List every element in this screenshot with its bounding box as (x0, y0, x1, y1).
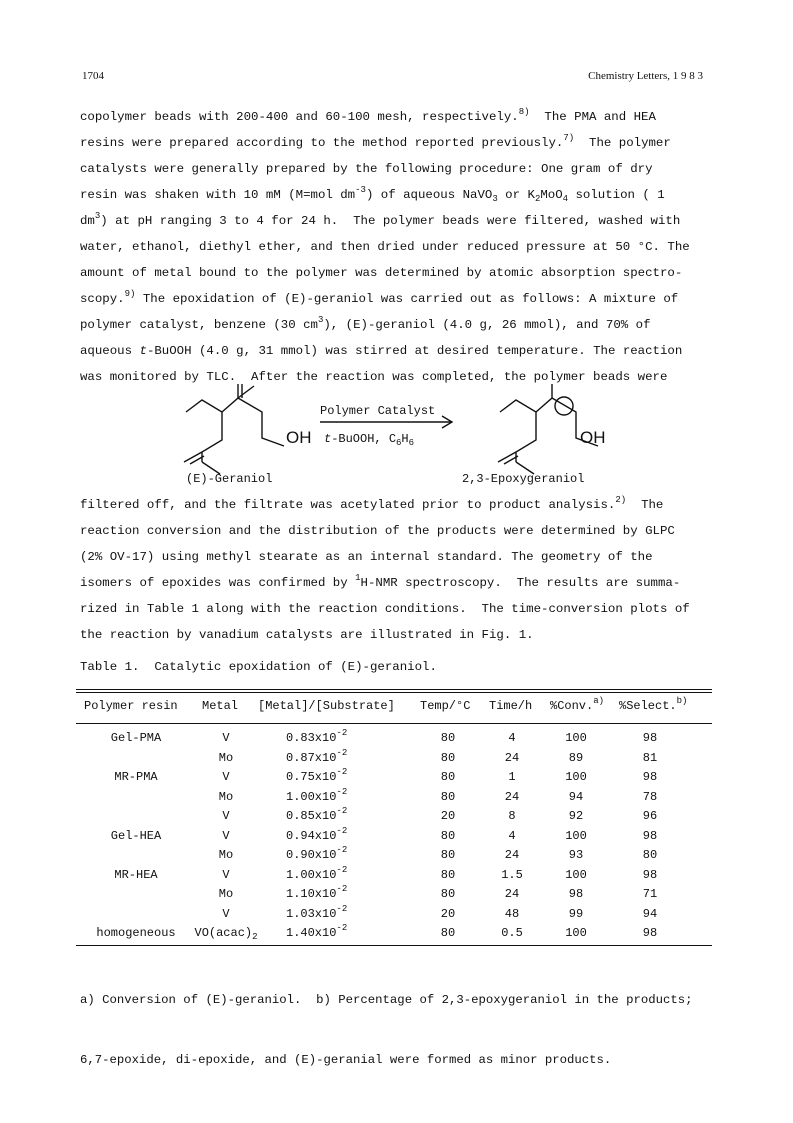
cell-time: 1 (508, 770, 516, 784)
cell-select: 98 (642, 867, 658, 882)
column-header: [Metal]/[Substrate] (258, 699, 395, 713)
column-header: Temp/°C (420, 699, 471, 713)
cell-select: 98 (642, 828, 658, 843)
column-header: %Conv.$^{a)}$ (550, 696, 605, 713)
paragraph-experimental (80, 104, 708, 390)
cell-time: 24 (504, 848, 520, 862)
product-label: 2,3-Epoxygeraniol (462, 472, 585, 486)
reaction-scheme (180, 378, 610, 490)
text-line: amount of metal bound to the polymer was determined by atomic absorption spectro- (80, 266, 683, 280)
cell-select: 80 (642, 848, 658, 862)
cell-temp: 80 (440, 848, 456, 862)
epoxide-oxygen-icon (555, 397, 573, 415)
cell-temp: 80 (440, 828, 456, 843)
cell-metal: Mo (218, 887, 234, 901)
table-bottom-rule (76, 945, 712, 946)
cell-select: 78 (642, 789, 658, 804)
text-line: was monitored by TLC. After the reaction was completed, the polymer beads were (80, 370, 668, 384)
cell-metal: V (222, 731, 230, 745)
cell-select: 98 (642, 770, 658, 784)
cell-temp: 80 (440, 867, 456, 882)
cell-conv: 100 (565, 926, 587, 940)
column-header: Polymer resin (84, 699, 178, 713)
cell-conv: 92 (568, 809, 584, 823)
cell-metal: V (222, 770, 230, 784)
cell-ratio: $1.40x10^{-2}$ (286, 923, 348, 940)
cell-conv: 98 (568, 887, 584, 901)
cell-time: 0.5 (501, 926, 523, 940)
cell-temp: 20 (440, 906, 456, 921)
cell-ratio: $1.10x10^{-2}$ (286, 884, 348, 901)
cell-resin: Gel-HEA (110, 828, 162, 843)
journal-running-head: Chemistry Letters, 1 9 8 3 (588, 70, 703, 82)
cell-ratio: $0.85x10^{-2}$ (286, 806, 348, 823)
cell-time: 48 (504, 906, 520, 921)
cell-ratio: $1.03x10^{-2}$ (286, 903, 348, 921)
cell-metal: V (222, 828, 230, 843)
text-line: water, ethanol, diethyl ether, and then dried under reduced pressure at 50 °C. The (80, 240, 690, 254)
footnote-line: a) Conversion of (E)-geraniol. b) Percentage of 2,3-epoxygeraniol in the products; (80, 993, 693, 1007)
cell-resin: MR-PMA (114, 770, 158, 784)
cell-resin: Gel-PMA (110, 731, 162, 745)
catalyst-label: Polymer Catalyst (320, 404, 436, 418)
cell-select: 94 (642, 906, 658, 921)
cell-conv: 100 (565, 731, 587, 745)
text-line: $dm^3$) at pH ranging 3 to 4 for 24 h. The polymer beads were filtered, washed with (80, 211, 681, 228)
column-header: Metal (202, 699, 239, 713)
cell-temp: 80 (440, 750, 456, 765)
paragraph-analysis (80, 492, 708, 648)
cell-ratio: $0.87x10^{-2}$ (286, 747, 348, 765)
text-line: aqueous t-BuOOH (4.0 g, 31 mmol) was stirred at desired temperature. The reaction (80, 344, 683, 358)
text-line: catalysts were generally prepared by the following procedure: One gram of dry (80, 162, 653, 176)
cell-time: 24 (504, 750, 520, 765)
cell-select: 96 (642, 809, 658, 823)
text-line: polymer catalyst, benzene (30 $cm^3$), (E)-geraniol (4.0 g, 26 mmol), and 70% of (80, 315, 651, 332)
cell-temp: 80 (440, 926, 456, 940)
table-caption: Table 1. Catalytic epoxidation of (E)-geraniol. (80, 660, 437, 674)
text-line: copolymer beads with 200-400 and 60-100 mesh, respectively.$^{8)}$ The PMA and HEA (80, 107, 656, 124)
page-number: 1704 (82, 70, 104, 82)
cell-conv: 100 (565, 867, 587, 882)
table-header-rule (76, 723, 712, 724)
cell-conv: 93 (568, 848, 584, 862)
cell-metal: $VO(acac)_2$ (194, 926, 258, 942)
page-header (82, 70, 703, 86)
cell-temp: 80 (440, 887, 456, 901)
cell-ratio: $0.83x10^{-2}$ (286, 728, 348, 745)
cell-time: 4 (508, 731, 516, 745)
text-line: resins were prepared according to the method reported previously.$^{7)}$ The polymer (80, 133, 671, 150)
cell-temp: 80 (440, 770, 456, 784)
geraniol-structure (184, 384, 284, 474)
text-line: the reaction by vanadium catalysts are illustrated in Fig. 1. (80, 628, 534, 642)
cell-ratio: $0.75x10^{-2}$ (286, 767, 348, 784)
cell-time: 8 (508, 809, 516, 823)
text-line: resin was shaken with 10 mM (M=mol $dm^{-3}$) of aqueous NaVO$_3$ or $K_2MoO_4$ solution ( 1 (80, 185, 665, 204)
cell-time: 24 (504, 789, 520, 804)
table-top-rule-second (76, 692, 712, 693)
column-header: %Select.$^{b)}$ (619, 696, 688, 713)
text-line: (2% OV-17) using methyl stearate as an internal standard. The geometry of the (80, 550, 653, 564)
reactant-label: (E)-Geraniol (186, 472, 273, 486)
cell-resin: MR-HEA (114, 867, 158, 882)
text-line: scopy.$^{9)}$ The epoxidation of (E)-geraniol was carried out as follows: A mixture of (80, 289, 679, 306)
cell-ratio: $1.00x10^{-2}$ (286, 864, 348, 882)
table-top-rule (76, 689, 712, 690)
text-line: rized in Table 1 along with the reaction conditions. The time-conversion plots of (80, 602, 690, 616)
cell-temp: 20 (440, 809, 456, 823)
text-line: reaction conversion and the distribution of the products were determined by GLPC (80, 524, 675, 538)
text-line: filtered off, and the filtrate was acetylated prior to product analysis.$^{2)}$ The (80, 495, 664, 512)
text-line: isomers of epoxides was confirmed by $^1$H-NMR spectroscopy. The results are summa- (80, 573, 681, 590)
cell-temp: 80 (440, 789, 456, 804)
cell-select: 98 (642, 731, 658, 745)
cell-select: 81 (642, 750, 658, 765)
cell-conv: 100 (565, 828, 587, 843)
cell-conv: 100 (565, 770, 587, 784)
cell-temp: 80 (440, 731, 456, 745)
cell-select: 98 (642, 926, 658, 940)
cell-conv: 94 (568, 789, 584, 804)
column-header: Time/h (489, 699, 533, 713)
table-footnotes (80, 950, 720, 1090)
cell-ratio: $0.94x10^{-2}$ (286, 825, 348, 843)
cell-metal: Mo (218, 750, 234, 765)
cell-metal: Mo (218, 789, 234, 804)
cell-time: 24 (504, 887, 520, 901)
cell-resin: homogeneous (96, 926, 176, 940)
reagents-label: t-BuOOH, $C_6H_6$ (324, 432, 415, 448)
reactant-hydroxyl: OH (286, 428, 312, 447)
cell-metal: Mo (218, 848, 234, 862)
cell-time: 4 (508, 828, 516, 843)
product-hydroxyl: OH (580, 428, 606, 447)
footnote-line: 6,7-epoxide, di-epoxide, and (E)-geranial were formed as minor products. (80, 1053, 612, 1067)
cell-metal: V (222, 809, 230, 823)
cell-conv: 89 (568, 750, 584, 765)
cell-ratio: $1.00x10^{-2}$ (286, 786, 348, 804)
cell-select: 71 (642, 887, 658, 901)
cell-metal: V (222, 867, 230, 882)
cell-metal: V (222, 906, 230, 921)
cell-conv: 99 (568, 906, 584, 921)
cell-time: 1.5 (501, 867, 523, 882)
cell-ratio: $0.90x10^{-2}$ (286, 845, 348, 862)
